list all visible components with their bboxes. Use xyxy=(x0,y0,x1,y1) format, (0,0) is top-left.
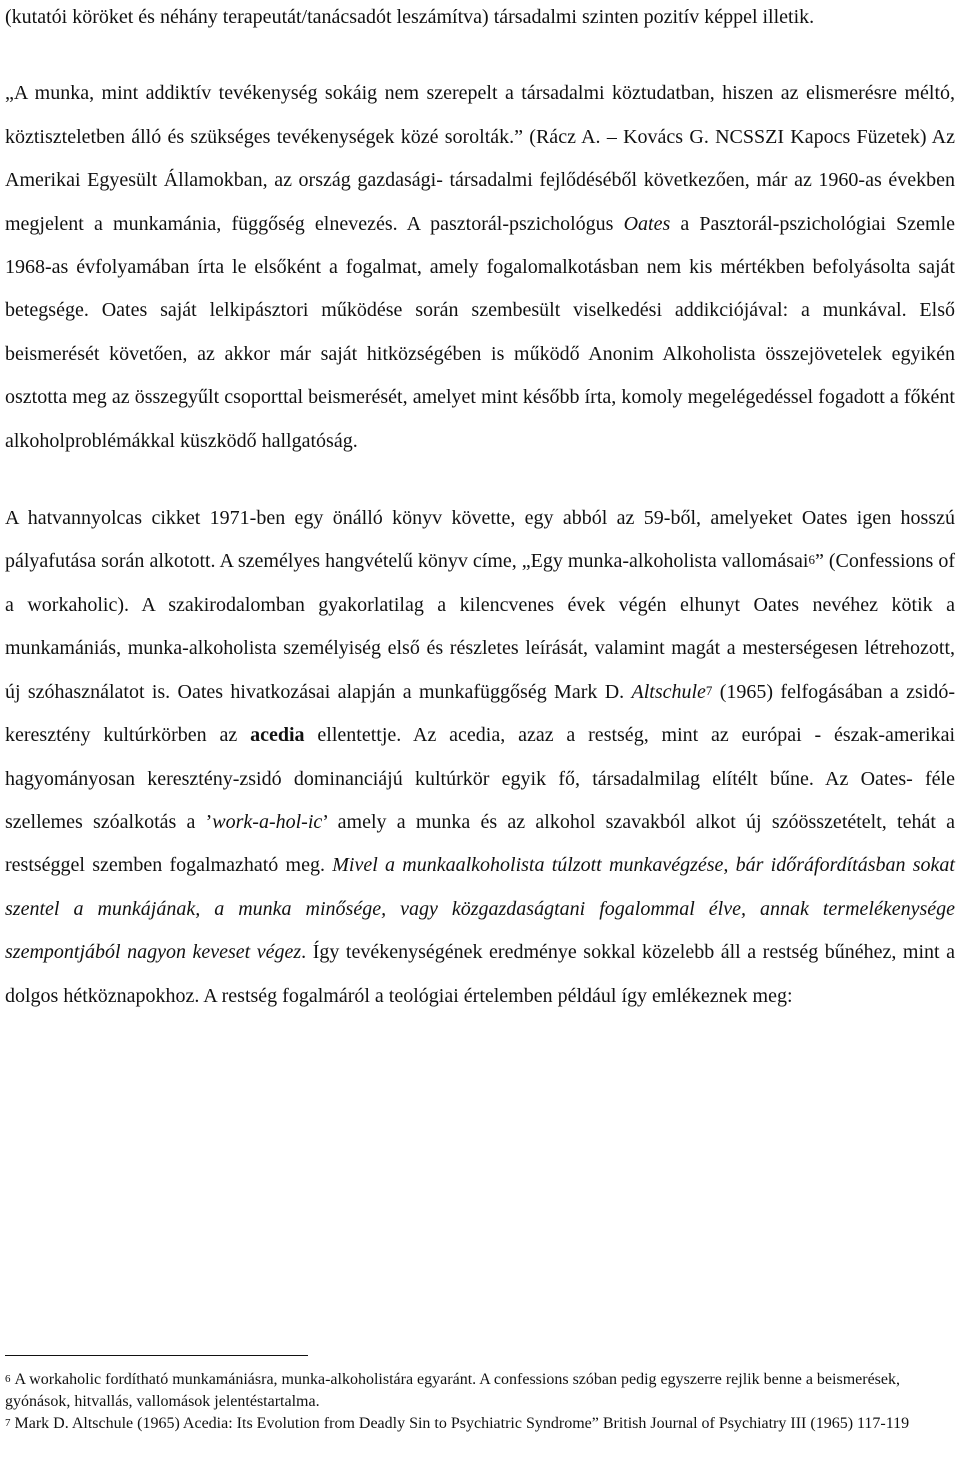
footnote-7 xyxy=(5,1413,955,1435)
footnote-ref-7[interactable]: 7 xyxy=(705,682,713,698)
footnote-text: Mark D. Altschule (1965) Acedia: Its Evolution from Deadly Sin to Psychiatric Syndrome” British Journal of Psychiatry III (1965) 117-119 xyxy=(14,1415,910,1432)
footnote-6 xyxy=(5,1369,955,1413)
paragraph-3-text-a: A hatvannyolcas cikket 1971-ben egy önálló könyv követte, egy abból az 59-ből, amelyeket Oates igen hosszú pályafutása során alkotott. A személyes hangvételű könyv címe, „Egy munka-alkoholista vallomásai xyxy=(5,507,955,573)
italic-quote: Mivel a munkaalkoholista túlzott munkavégzése, bár időráfordításban sokat szentel a munkájának, a munka minősége, vagy közgazdaságtani fogalommal élve, annak termelékenysége szempontjából nagyon keveset végez xyxy=(5,854,955,964)
paragraph-2-text-a: „A munka, mint addiktív tevékenység sokáig nem szerepelt a társadalmi köztudatban, hiszen az elismerésre méltó, köztiszteletben álló és szükséges tevékenységek közé sorolták.” (Rácz A. – Kovács G. NCSSZI Kapocs Füzetek) Az Amerikai Egyesült Államokban, az ország gazdasági- társadalmi fejlődéséből következően, már az 1960-as években megjelent a munkamánia, függőség elnevezés. A pasztorál-pszichológus xyxy=(5,82,955,235)
footnote-number: 7 xyxy=(5,1417,11,1429)
paragraph-3-text-e: ’ amely a munka és az alkohol szavakból alkot új szóösszetételt, tehát a restséggel szemben fogalmazható meg. xyxy=(5,810,955,877)
term-workaholic: work-a-hol-ic xyxy=(212,810,323,833)
footnote-ref-6[interactable]: 6 xyxy=(808,552,815,568)
paragraph-3-text-f: . Így tevékenységének eredménye sokkal közelebb áll a restség bűnéhez, mint a dolgos hétköznapokhoz. A restség fogalmáról a teológiai értelemben például így emlékeznek meg: xyxy=(5,941,955,1007)
footnotes-section xyxy=(5,1369,955,1435)
paragraph-2-text-b: a Pasztorál-pszichológiai Szemle 1968-as évfolyamában írta le elsőként a fogalmat, amely fogalomalkotásban nem kis mértékben befolyásolta saját betegsége. Oates saját lelkipásztori működése során szembesült viselkedési addikciójával: a munkával. Első beismerését követően, az akkor már saját hitközségében is működő Anonim Alkoholista összejövetelek egyikén osztotta meg az összegyűlt csoporttal beismerését, amelyet mint később írta, komoly megelégedéssel fogadott a főként alkoholproblémákkal küszködő hallgatóság. xyxy=(5,212,955,452)
footnote-text: A workaholic fordítható munkamániásra, munka-alkoholistára egyaránt. A confessions szóban pedig egyszerre rejlik benne a beismerések, gyónások, hitvallás, vallomások jelentéstartalma. xyxy=(5,1371,900,1410)
paragraph-3 xyxy=(5,497,955,1018)
term-acedia: acedia xyxy=(250,724,305,747)
paragraph-3-text-b: ” (Confessions of a workaholic). A szakirodalomban gyakorlatilag a kilencvenes évek végén elhunyt Oates nevéhez kötik a munkamániás, munka-alkoholista személyiség első és részletes leírását, valamint magát a mesterségesen létrehozott, új szóhasználatot is. Oates hivatkozásai alapján a munkafüggőség Mark D. xyxy=(5,550,955,703)
paragraph-3-text-c: (1965) felfogásában a zsidó-keresztény kultúrkörben az xyxy=(5,680,955,747)
footnote-number: 6 xyxy=(5,1373,11,1385)
document-page xyxy=(5,0,956,1432)
paragraph-1-text: (kutatói köröket és néhány terapeutát/tanácsadót leszámítva) társadalmi szinten pozitív képpel illetik. xyxy=(5,6,815,28)
footnote-divider xyxy=(5,1355,308,1356)
paragraph-3-text-d: ellentettje. Az acedia, azaz a restség, mint az európai - észak-amerikai hagyományosan keresztény-zsidó dominanciájú kultúrkör egyik fő, társadalmilag elítélt bűne. Az Oates- féle szellemes szóalkotás a ’ xyxy=(5,724,956,833)
paragraph-1 xyxy=(5,0,955,39)
author-name-altschule: Altschule xyxy=(631,680,706,703)
author-name-oates: Oates xyxy=(623,212,671,235)
paragraph-2 xyxy=(5,72,955,463)
